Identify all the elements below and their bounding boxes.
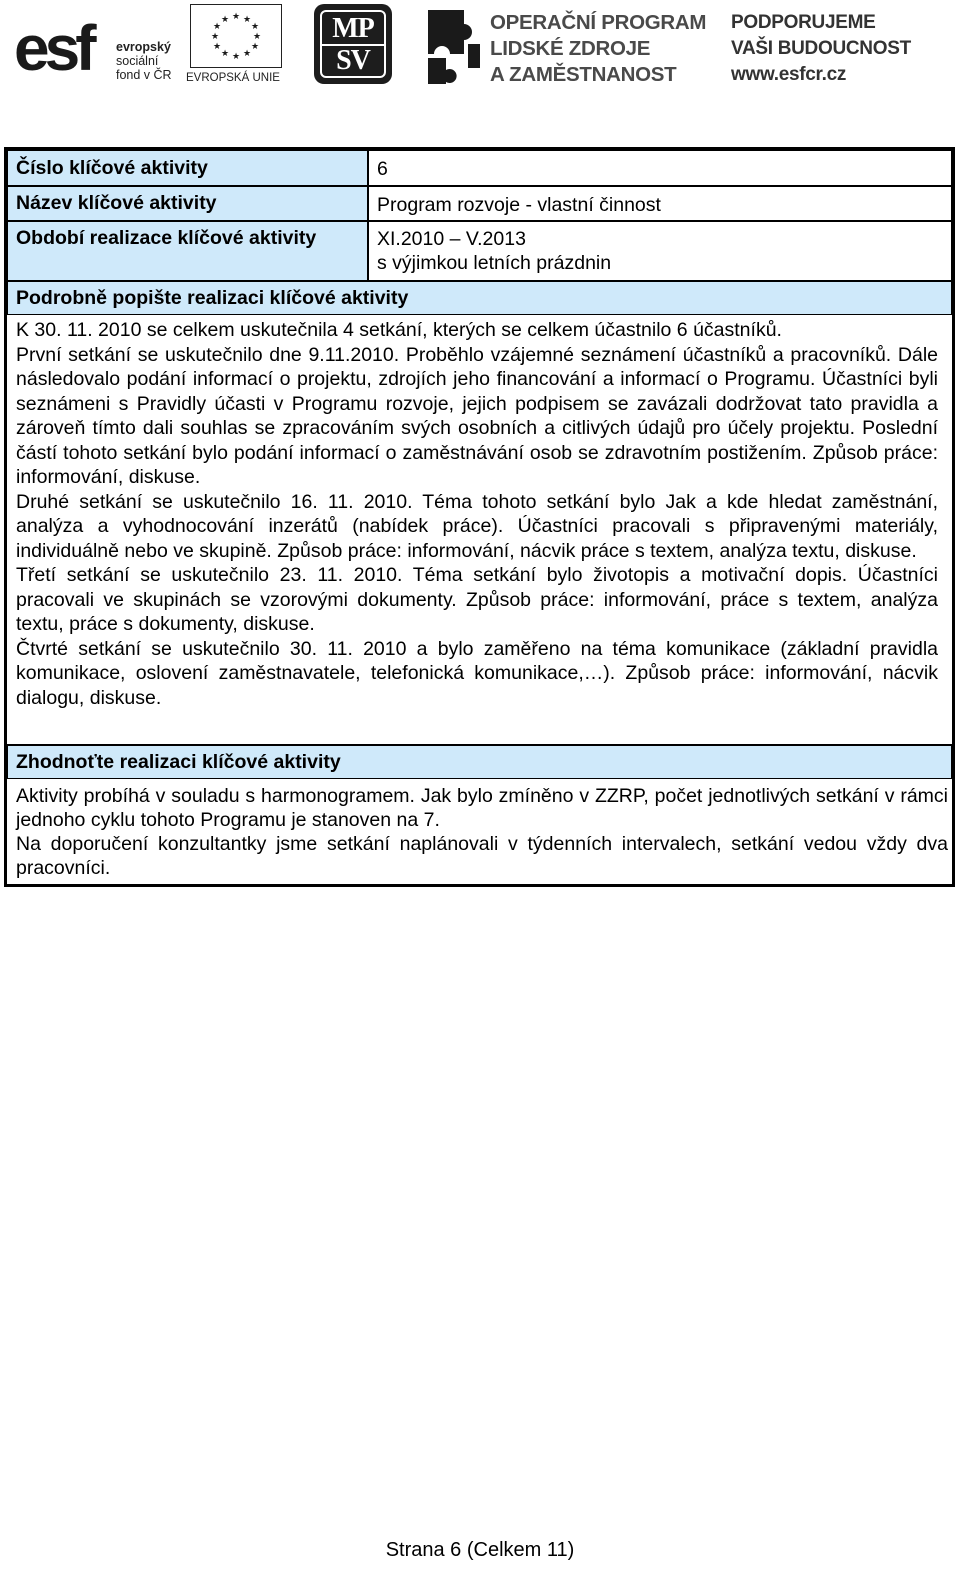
zhodnoceni-paragraph: Aktivity probíhá v souladu s harmonogramem. Jak bylo zmíněno v ZZRP, počet jednotlivých setkání v rámci jednoho cyklu tohoto Programu je stanoven na 7. [16,785,948,831]
esf-logo-mark: esf [14,12,92,84]
popis-paragraph: Druhé setkání se uskutečnilo 16. 11. 2010. Téma tohoto setkání bylo Jak a kde hledat zaměstnání, analýza a vyhodnocování inzerátů (nabídek práce). Účastníci pracovali s připravenými materiály, individuálně nebo ve skupině. Způsob práce: informování, nácvik práce s textem, analýza textu, diskuse. [16,490,938,562]
eu-stars-icon [190,4,282,68]
svg-text:★: ★ [212,22,222,32]
svg-text:★: ★ [231,52,241,62]
svg-text:★: ★ [242,49,252,59]
obdobi-range: XI.2010 – V.2013 [377,228,526,250]
svg-text:★: ★ [231,12,241,22]
svg-text:★: ★ [220,15,230,25]
cislo-value: 6 [368,150,952,186]
svg-text:★: ★ [252,32,262,42]
popis-label: Podrobně popište realizaci klíčové aktivity [7,281,952,315]
popis-paragraph: K 30. 11. 2010 se celkem uskutečnila 4 setkání, kterých se celkem účastnilo 6 účastníků. [16,319,782,341]
esf-logo-text: evropský sociální fond v ČR [116,40,172,82]
mpsv-logo: MP SV [314,4,392,84]
popis-text [7,318,952,740]
popis-paragraph: První setkání se uskutečnilo dne 9.11.2010. Proběhlo vzájemné seznámení účastníků a pracovníků. Dále následovalo podání informací o projektu, zdrojích jeho financování a informací o Programu. Účastníci byli seznámeni s Pravidly účasti v Programu rozvoje, jejich podpisem se zavázali dodržovat tato pravidla a zároveň tímto dali souhlas se zpracováním svých osobních a citlivých údajů pro účely projektu. Poslední částí tohoto setkání bylo podání informací o zaměstnávání osob se zdravotním postižením. Způsob práce: informování, diskuse. [16,343,938,488]
oplz-puzzle-icon [424,6,482,86]
eu-logo-text: EVROPSKÁ UNIE [186,72,280,84]
page-number: Strana 6 (Celkem 11) [385,1539,575,1561]
key-activity-table [4,147,955,887]
popis-paragraph: Čtvrté setkání se uskutečnilo 30. 11. 2010 a bylo zaměřeno na téma komunikace (základní pravidla komunikace, oslovení zaměstnavatele, telefonická komunikace,…). Způsob práce: informování, nácvik dialogu, diskuse. [16,637,938,709]
svg-text:★: ★ [212,42,222,52]
zhodnoceni-label: Zhodnoťte realizaci klíčové aktivity [7,744,952,779]
svg-text:★: ★ [250,42,260,52]
svg-text:★: ★ [250,22,260,32]
logo-header [0,0,960,96]
eu-logo [186,4,286,88]
oplz-logo-text: OPERAČNÍ PROGRAM LIDSKÉ ZDROJE A ZAMĚSTNANOST [490,11,707,86]
cislo-label: Číslo klíčové aktivity [7,150,368,186]
nazev-label: Název klíčové aktivity [7,186,368,221]
obdobi-value [368,221,952,281]
esf-logo [14,6,184,88]
zhodnoceni-paragraph: Na doporučení konzultantky jsme setkání naplánovali v týdenních intervalech, setkání vedou vždy dva pracovníci. [16,833,948,879]
popis-paragraph: Třetí setkání se uskutečnilo 23. 11. 2010. Téma setkání bylo životopis a motivační dopis. Účastníci pracovali ve skupinách se vzorovými dokumenty. Způsob práce: informování, práce s textem, analýza textu, práce s dokumenty, diskuse. [16,564,938,635]
svg-text:★: ★ [210,32,220,42]
obdobi-note: s výjimkou letních prázdnin [377,252,612,274]
slogan-text: PODPORUJEME VAŠI BUDOUCNOST www.esfcr.cz [731,12,911,85]
svg-text:★: ★ [220,49,230,59]
zhodnoceni-text [7,784,952,884]
svg-text:★: ★ [242,15,252,25]
nazev-value: Program rozvoje - vlastní činnost [368,186,952,221]
obdobi-label: Období realizace klíčové aktivity [7,221,368,281]
